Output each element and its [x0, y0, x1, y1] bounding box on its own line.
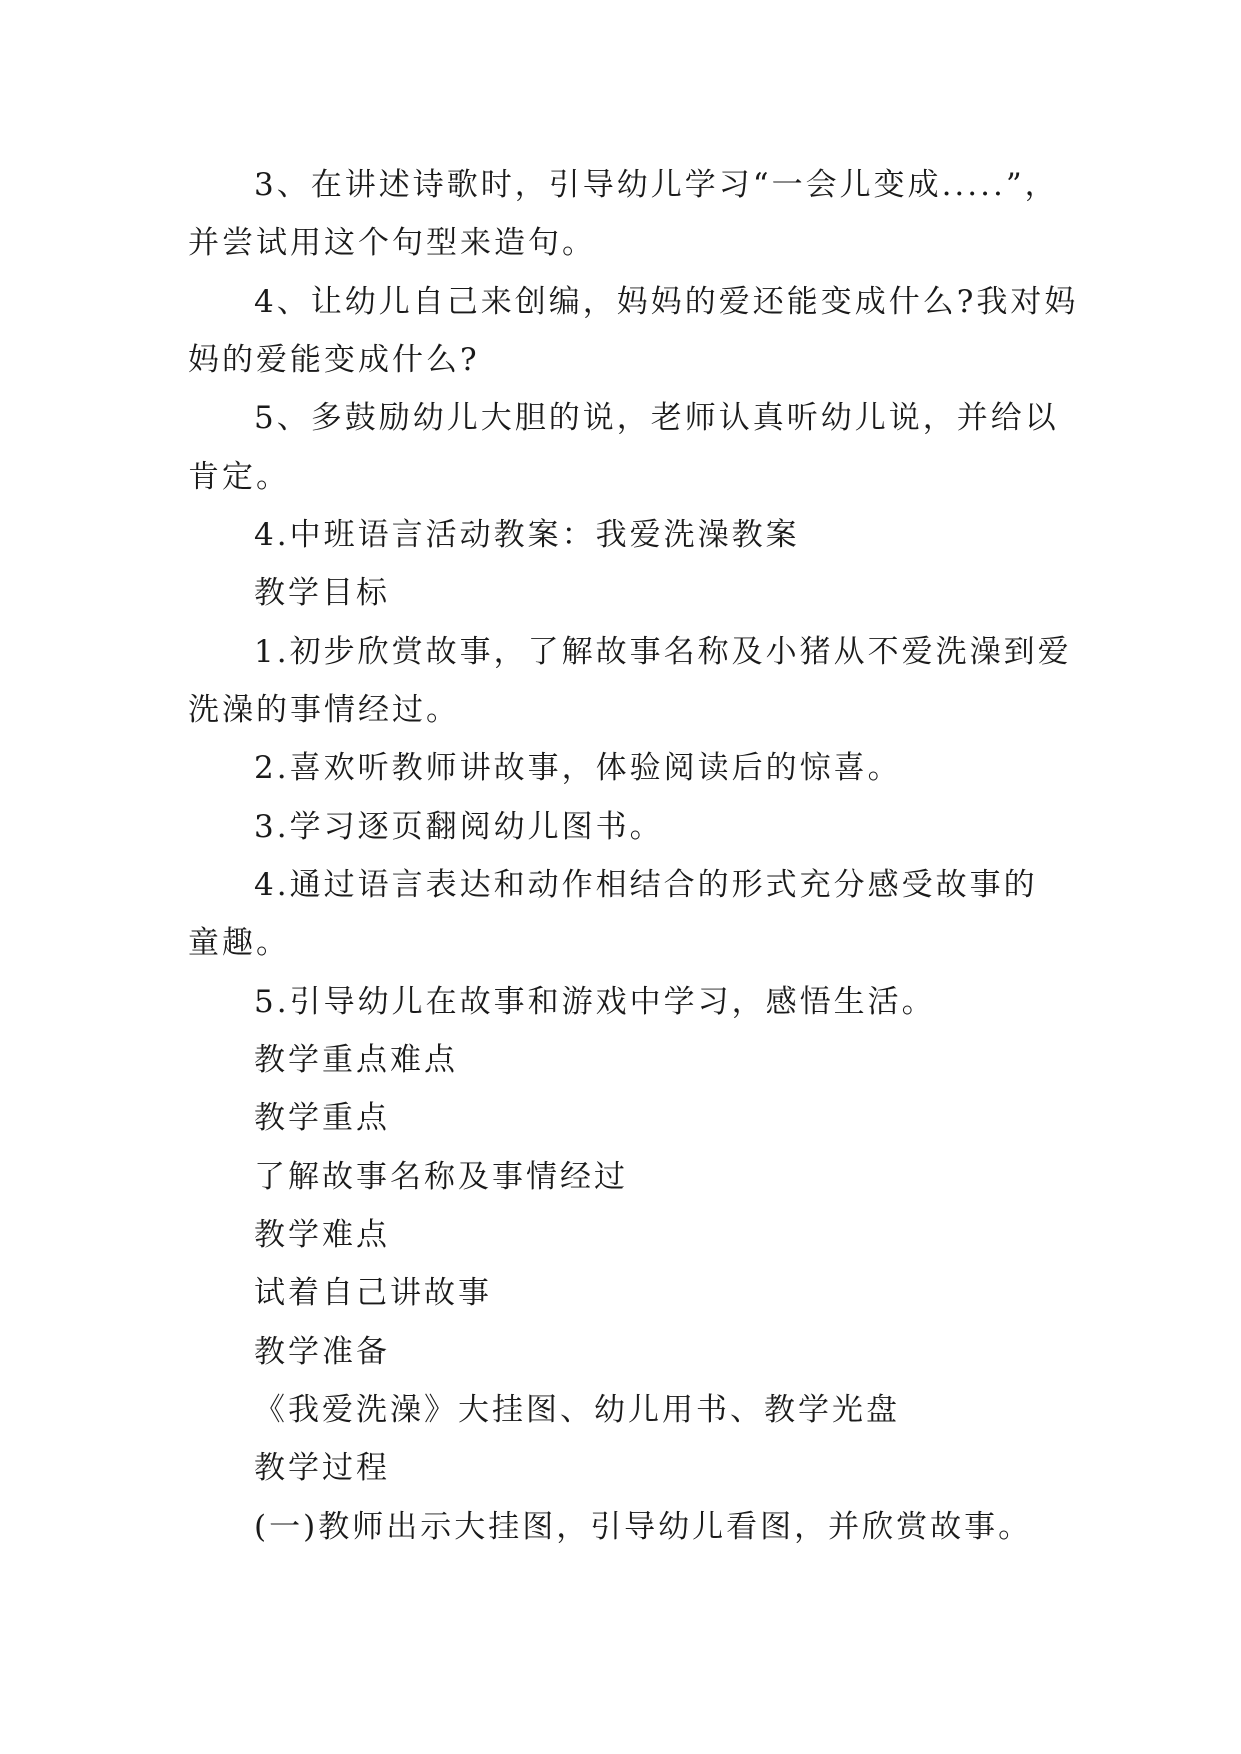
list-item-line: 2.喜欢听教师讲故事，体验阅读后的惊喜。 [254, 750, 902, 786]
subsection-heading: 教学重点难点 [254, 1042, 458, 1078]
list-item-line: 4.通过语言表达和动作相结合的形式充分感受故事的 [254, 867, 1038, 903]
paragraph-line: 并尝试用这个句型来造句。 [188, 225, 596, 261]
subsection-heading: 教学目标 [254, 575, 390, 611]
list-item-line: 童趣。 [188, 925, 290, 961]
subsection-heading: 教学准备 [254, 1334, 390, 1370]
section-heading: 4.中班语言活动教案：我爱洗澡教案 [254, 517, 800, 553]
paragraph-line: 《我爱洗澡》大挂图、幼儿用书、教学光盘 [254, 1392, 900, 1428]
list-item-line: 5.引导幼儿在故事和游戏中学习，感悟生活。 [254, 984, 936, 1020]
list-item-line: 1.初步欣赏故事，了解故事名称及小猪从不爱洗澡到爱 [254, 634, 1072, 670]
paragraph-line: 了解故事名称及事情经过 [254, 1159, 628, 1195]
paragraph-line: 肯定。 [188, 459, 290, 495]
list-item-line: 3.学习逐页翻阅幼儿图书。 [254, 809, 664, 845]
paragraph-line: 3、在讲述诗歌时，引导幼儿学习“一会儿变成.....”， [254, 167, 1059, 203]
paragraph-line: 妈的爱能变成什么? [188, 342, 480, 378]
subsection-heading: 教学重点 [254, 1100, 390, 1136]
paragraph-line: (一)教师出示大挂图，引导幼儿看图，并欣赏故事。 [254, 1509, 1033, 1545]
paragraph-line: 试着自己讲故事 [254, 1275, 492, 1311]
list-item-line: 洗澡的事情经过。 [188, 692, 460, 728]
subsection-heading: 教学过程 [254, 1450, 390, 1486]
paragraph-line: 5、多鼓励幼儿大胆的说，老师认真听幼儿说，并给以 [254, 400, 1059, 436]
subsection-heading: 教学难点 [254, 1217, 390, 1253]
paragraph-line: 4、让幼儿自己来创编，妈妈的爱还能变成什么?我对妈 [254, 284, 1079, 320]
